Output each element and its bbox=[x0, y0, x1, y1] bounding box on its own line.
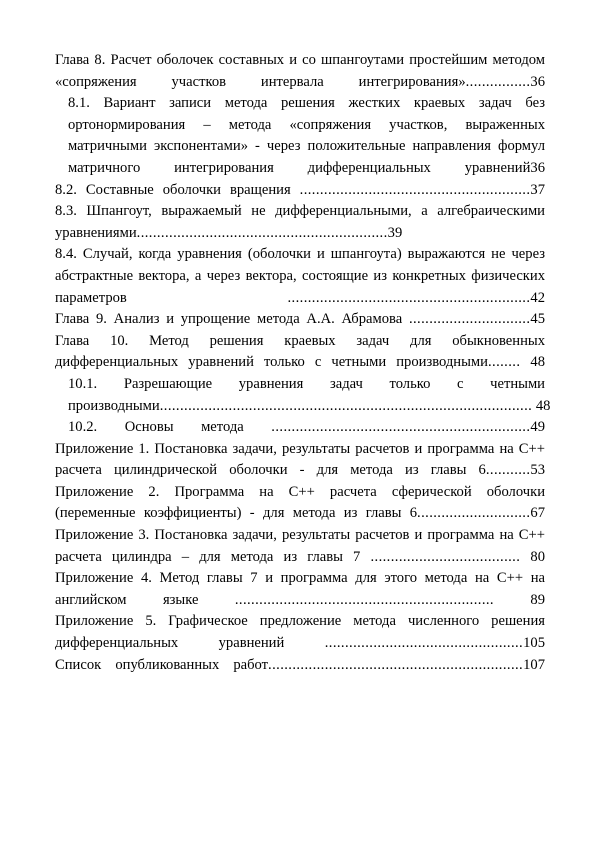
toc-entry-text: 10.1. Разрешающие уравнения задач только с четными производными bbox=[68, 375, 545, 414]
toc-page-number: 67 bbox=[530, 505, 545, 522]
dot-leader: .............................. bbox=[408, 311, 531, 328]
dot-leader: ............................................................................................ bbox=[159, 397, 533, 414]
toc-page-number: 36 bbox=[530, 73, 545, 90]
toc-entry-text: Список опубликованных работ bbox=[55, 656, 269, 673]
toc-entry-appendix-5[interactable] bbox=[55, 611, 545, 654]
dot-leader: ..................................... bbox=[370, 548, 521, 565]
toc-entry-appendix-2[interactable] bbox=[55, 482, 545, 525]
toc-entry-appendix-1[interactable] bbox=[55, 439, 545, 482]
dot-leader: ................................................. bbox=[324, 635, 524, 652]
toc-page-number: 48 bbox=[520, 354, 545, 371]
toc-page-number: 89 bbox=[493, 591, 545, 608]
toc-entry-section-8-4[interactable] bbox=[55, 244, 545, 309]
table-of-contents bbox=[55, 50, 551, 676]
toc-entry-text: 8.4. Случай, когда уравнения (оболочки и шпангоута) выражаются не через абстрактные вектора, а через вектора, состоящие из конкретных физических параметров bbox=[55, 246, 545, 306]
dot-leader: ................ bbox=[465, 73, 531, 90]
toc-page-number: 105 bbox=[523, 635, 545, 652]
toc-entry-chapter-8[interactable] bbox=[55, 50, 545, 93]
toc-page-number: 53 bbox=[530, 462, 545, 479]
dot-leader: ................................................................ bbox=[234, 591, 494, 608]
toc-entry-published-works[interactable] bbox=[55, 655, 545, 677]
toc-entry-section-8-1[interactable] bbox=[68, 93, 545, 179]
toc-entry-section-8-3[interactable] bbox=[55, 201, 545, 244]
toc-entry-text: 8.3. Шпангоут, выражаемый не дифференциальными, а алгебраическими уравнениями bbox=[55, 203, 545, 241]
toc-page-number: 39 bbox=[387, 224, 403, 241]
toc-entry-text: Приложение 4. Метод главы 7 и программа для этого метода на С++ на английском языке bbox=[55, 570, 545, 608]
dot-leader: ............................ bbox=[417, 505, 531, 522]
dot-leader: .............................................................. bbox=[136, 224, 388, 241]
toc-entry-text: Глава 8. Расчет оболочек составных и со шпангоутами простейшим методом «сопряжения участков интервала интегрирования» bbox=[55, 52, 545, 90]
toc-page-number: 80 bbox=[520, 548, 545, 565]
toc-entry-section-10-2[interactable] bbox=[68, 417, 545, 439]
dot-leader: ........... bbox=[485, 462, 531, 479]
toc-entry-appendix-4[interactable] bbox=[55, 568, 545, 611]
toc-page-number: 36 bbox=[530, 159, 545, 176]
dot-leader: ........ bbox=[487, 354, 521, 371]
toc-entry-chapter-9[interactable] bbox=[55, 309, 545, 331]
toc-entry-chapter-10[interactable] bbox=[55, 331, 545, 374]
toc-page-number: 48 bbox=[532, 397, 551, 414]
toc-page-number: 45 bbox=[530, 311, 545, 328]
dot-leader: ............................................................ bbox=[287, 289, 531, 306]
toc-page-number: 42 bbox=[530, 289, 545, 306]
toc-entry-text: Глава 9. Анализ и упрощение метода А.А. Абрамова bbox=[55, 311, 409, 328]
toc-entry-text: Приложение 5. Графическое предложение метода численного решения дифференциальных уравнений bbox=[55, 613, 545, 652]
toc-entry-section-10-1[interactable] bbox=[68, 374, 551, 417]
toc-page-number: 49 bbox=[530, 419, 545, 436]
toc-entry-text: 8.1. Вариант записи метода решения жестких краевых задач без ортонормирования – метода «сопряжения участков, выраженных матричными экспонентами» - через положительные направления формул матричного интегрирования дифференциальных уравнений bbox=[68, 95, 545, 176]
toc-entry-text: Глава 10. Метод решения краевых задач для обыкновенных дифференциальных уравнений только с четными производными bbox=[55, 332, 545, 371]
dot-leader: ................................................................ bbox=[271, 419, 531, 436]
toc-entry-text: Приложение 2. Программа на С++ расчета сферической оболочки (переменные коэффициенты) - для метода из главы 6 bbox=[55, 483, 545, 522]
toc-page-number: 107 bbox=[523, 656, 545, 673]
toc-entry-appendix-3[interactable] bbox=[55, 525, 545, 568]
toc-entry-section-8-2[interactable] bbox=[55, 180, 545, 202]
dot-leader: ......................................................... bbox=[299, 181, 531, 198]
dot-leader: ............................................................... bbox=[268, 656, 524, 673]
toc-entry-text: Приложение 3. Постановка задачи, результаты расчетов и программа на С++ расчета цилиндра – для метода из главы 7 bbox=[55, 527, 545, 565]
toc-page-number: 37 bbox=[530, 181, 545, 198]
toc-entry-text: 10.2. Основы метода bbox=[68, 419, 272, 436]
toc-entry-text: Приложение 1. Постановка задачи, результаты расчетов и программа на С++ расчета цилиндрической оболочки - для метода из главы 6 bbox=[55, 440, 545, 479]
toc-entry-text: 8.2. Составные оболочки вращения bbox=[55, 181, 300, 198]
